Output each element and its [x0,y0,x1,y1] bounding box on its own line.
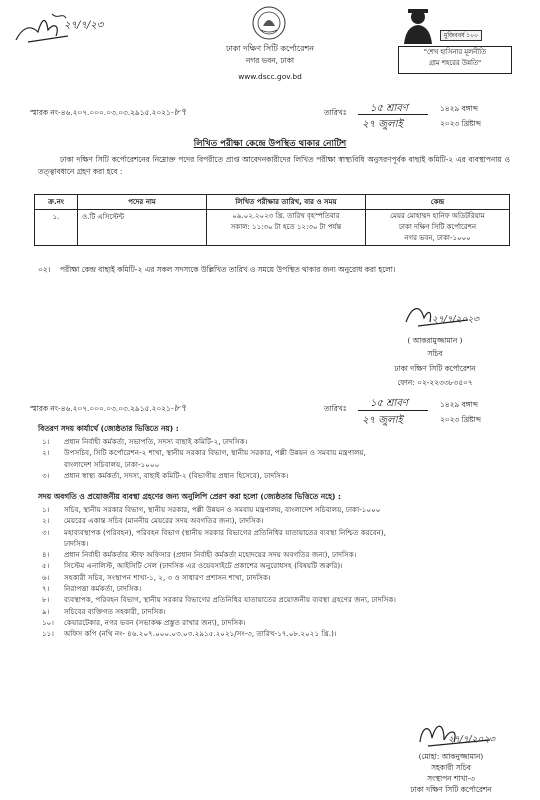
row-exam-time [207,210,366,246]
table-header-row [35,195,510,210]
memo-2-ref-suffix: ৮৭ [173,403,187,414]
memo-1-date-rule [358,114,428,115]
distribution-heading: বিতরণ সদয় কার্যার্থে (জ্যেষ্ঠতার ভিত্তিতে নয়) : [38,424,179,433]
list-item: ২। মেয়রের একান্ত সচিব (মাননীয় মেয়রের সদয় অবগতির জন্য), ঢাদসিক। [42,516,264,526]
row-venue [366,210,510,246]
signatory-1-phone: ফোন: ০২-২২৩৩৮৩৫০৭ [397,378,473,387]
slogan-line-2: গ্রাম শহরের উন্নতি" [428,59,482,67]
memo-2-date-eng-day: ২৭ জুলাই [362,415,403,426]
exam-schedule-table [34,194,510,246]
signatory-2-org: ঢাকা দক্ষিণ সিটি কর্পোরেশন [410,785,492,794]
memo-2-date-eng-year: ২০২৩ খ্রিষ্টাব্দ [440,415,481,424]
header-serial: ক্র.নং [35,195,78,210]
memo-1-ref-label: স্মারক নং- [30,108,61,117]
header-post: পদের নাম [78,195,207,210]
row-exam-time-line-2: সকাল: ১১:৩০ টা হতে ১২:৩০ টা পর্যন্ত [230,223,342,231]
header-venue: কেন্দ্র [366,195,510,210]
list-item: ৬। সহকারী সচিব, সংস্থাপন শাখা-১, ২, ৩ ও সাধারণ প্রশাসন শাখা, ঢাদসিক। [42,572,271,582]
memo-2-date-label: তারিখঃ [324,404,347,413]
list-item: ৭। নিরাপত্তা কর্মকর্তা, ঢাদসিক। [42,584,142,594]
notice-para-2 [38,264,510,276]
signatory-2-name: (মোহা: আকনুজ্জামান) [418,752,484,761]
row-venue-line-2: ঢাকা দক্ষিণ সিটি কর্পোরেশন [398,223,477,231]
row-venue-line-3: নগর ভবন, ঢাকা-১০০০ [404,234,471,242]
memo-2-date-rule [358,410,428,411]
row-post: ও.টি এসিস্টেন্ট [78,210,207,246]
memo-2-ref-label: স্মারক নং- [30,404,61,413]
memo-2-date-bangla-year: ১৪২৯ বঙ্গাব্দ [440,400,478,409]
memo-1-date-bangla-day: ১৫ শ্রাবণ [370,103,408,114]
list-item: ৩। প্রধান স্বাস্থ্য কর্মকর্তা, সদস্য, বাছাই কমিটি-২ (বিভাগীয় প্রধান হিসেবে), ঢাদসিক। [42,470,289,480]
header-exam-time: লিখিত পরীক্ষার তারিখ, বার ও সময় [207,195,366,210]
secretary-signature-date: ২৭/৭/২০২৩ [432,315,480,325]
mujib-borsho-badge [392,4,520,76]
signatory-2-section: সংস্থাপন শাখা-৩ [427,774,475,783]
list-item: ৫। সিস্টেম এনালিস্ট, আইসিটি সেল (ঢাদসিক এর ওয়েবসাইটে প্রকাশের অনুরোধসহ (বিষয়টি জরুরি)। [42,561,343,571]
copy-heading: সদয় অবগতি ও প্রয়োজনীয় ব্যবস্থা গ্রহণের জন্য অনুলিপি প্রেরণ করা হলো (জ্যেষ্ঠতার ভিত্তিতে নহে) : [38,492,341,501]
signatory-2-designation: সহকারী সচিব [431,763,471,772]
memo-2-date-bangla-day: ১৫ শ্রাবণ [370,398,408,409]
slogan-box [398,46,512,74]
list-item: ১১। অফিস কপি (নথি নং- ৪৬.২০৭.০০০.০৩.০৩.২৯১৫.২০২১/সং-৩, তারিখ-১৭.০৮.২০২১ খ্রি.)। [42,629,337,639]
list-item: ঢাদসিক। [64,538,89,548]
memo-1-date-bangla-year: ১৪২৯ বঙ্গাব্দ [440,104,478,113]
badge-logo [440,30,482,41]
slogan-line-1: "শেখ হাসিনার মূলনীতি [423,48,487,56]
memo-1-date-label: তারিখঃ [324,108,347,117]
portrait-silhouette-icon [398,6,438,46]
row-venue-line-1: মেয়র মোহাম্মদ হানিফ অডিটরিয়াম [390,212,485,220]
org-name: ঢাকা দক্ষিণ সিটি কর্পোরেশন [225,44,315,53]
list-item: ১। প্রধান নির্বাহী কর্মকর্তা, সভাপতি, সদস্য বাছাই কমিটি-২, ঢাদসিক। [42,437,248,446]
para-2-text: পরীক্ষা কেন্দ্র বাছাই কমিটি-২ এর সকল সদস্যকে উল্লিখিত তারিখ ও সময়ে উপস্থিত থাকার জন্য অনুরোধ করা হলো। [60,265,396,274]
memo-1-ref-number: ৪৬.২০৭.০০০.০৩.০৩.২৯১৫.২০২১- [60,108,174,117]
memo-2-ref-number: ৪৬.২০৭.০০০.০৩.০৩.২৯১৫.২০২১- [60,404,174,413]
signatory-1-name: ( আকরামুজ্জামান ) [407,336,463,345]
memo-1-date-eng-year: ২০২৩ খ্রিষ্টাব্দ [440,119,481,128]
memo-2-ref [30,404,187,414]
list-item: ১। সচিব, স্থানীয় সরকার বিভাগ, স্থানীয় সরকার, পল্লী উন্নয়ন ও সমবায় মন্ত্রণালয়, বাংলাদেশ সচিবালয়, ঢাকা-১০০০ [42,505,381,514]
table-row [35,210,510,246]
org-address: নগর ভবন, ঢাকা [245,56,295,65]
para-2-number: ০২। [38,265,51,274]
list-item: ৩। মহাব্যবস্থাপক (পরিবহন), পরিবহন বিভাগ (স্থানীয় সরকার বিভাগের প্রতিনিধির যাতায়াতের ব্যবস্থা নিশ্চিত করবেন), [42,527,386,537]
assistant-secretary-signature-date: ২৭/৭/২০২৩ [448,735,496,745]
distribution-list [42,436,366,481]
list-item: ২। উপসচিব, সিটি কর্পোরেশন-২ শাখা, স্থানীয় সরকার বিভাগ, স্থানীয় সরকার, পল্লী উন্নয়ন ও সমবায় মন্ত্রণালয়, [42,448,366,458]
list-item: ১০। কেয়ারটেকার, নগর ভবন (সভাকক্ষ প্রস্তুত রাখার জন্য), ঢাদসিক। [42,617,246,627]
row-exam-time-line-1: ০৯.০২.২০২৩ খ্রি. তারিখ বৃহস্পতিবার [232,212,340,220]
org-website: www.dscc.gov.bd [238,72,302,81]
list-item: ৮। ব্যবস্থাপক, পরিবহন বিভাগ, স্থানীয় সরকার বিভাগের প্রতিনিধির যাতায়াতের প্রয়োজনীয় ব্যবস্থা গ্রহণের জন্য, ঢাদসিক। [42,595,396,605]
notice-intro: ঢাকা দক্ষিণ সিটি কর্পোরেশনের নিম্নোক্ত পদের বিপরীতে প্রাপ্ত আবেদনকারীদের লিখিত পরীক্ষা স্বাস্থ্যবিধি অনুসরণপূর্বক বাছাই কমিটি-২ এর ব্যবস্থাপনায় ও তত্ত্বাবধানে গ্রহণ করা হবে : [38,155,510,176]
top-left-signature-date: ২৭/৭/২৩ [64,20,104,31]
copy-list [42,504,396,640]
memo-1-ref [30,108,187,118]
government-emblem-icon [252,6,286,40]
signatory-1-org: ঢাকা দক্ষিণ সিটি কর্পোরেশন [394,364,476,373]
list-item: ৪। প্রধান নির্বাহী কর্মকর্তার স্টাফ অফিসার (প্রধান নির্বাহী কর্মকর্তা মহোদয়ের সদয় অবগতির জন্য), ঢাদসিক। [42,550,357,560]
list-item: ৯। সচিবের ব্যক্তিগত সহকারী, ঢাদসিক। [42,606,166,616]
memo-1-ref-suffix: ৮৭ [173,107,187,118]
notice-title: লিখিত পরীক্ষা কেন্দ্রে উপস্থিত থাকার নোটিশ [193,139,347,149]
row-serial: ১. [35,210,78,246]
memo-1-date-eng-day: ২৭ জুলাই [362,119,403,130]
badge-logo-text: মুজিববর্ষ ১০০ [444,32,479,39]
signatory-1-designation: সচিব [427,349,443,358]
list-item: বাংলাদেশ সচিবালয়, ঢাকা-১০০০ [64,459,160,469]
